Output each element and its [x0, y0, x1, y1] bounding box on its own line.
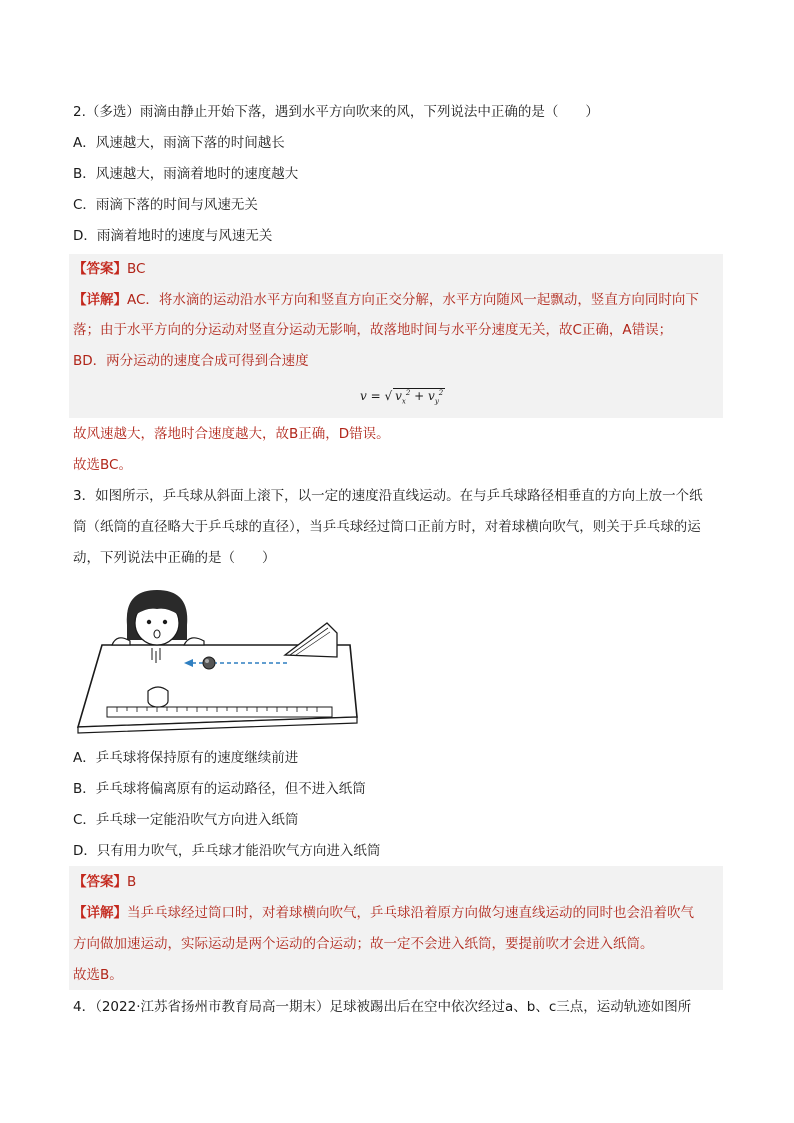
- q2-detail-line-2: 落；由于水平方向的分运动对竖直分运动无影响，故落地时间与水平分速度无关，故C正确，A错误；: [73, 322, 673, 338]
- formula-radicand: [393, 388, 445, 405]
- answer-value: BC: [127, 261, 146, 277]
- q3-option-d: D．只有用力吹气，乒乓球才能沿吹气方向进入纸筒: [73, 843, 381, 859]
- q3-stem-line-2: 筒（纸筒的直径略大于乒乓球的直径），当乒乓球经过筒口正前方时，对着球横向吹气，则关于乒乓球的运: [73, 519, 701, 535]
- detail-tag: 【详解】: [73, 292, 127, 308]
- q2-conclusion: 故选BC。: [73, 457, 132, 473]
- q3-option-c: C．乒乓球一定能沿吹气方向进入纸筒: [73, 812, 299, 828]
- q3-stem-line-1: 3．如图所示，乒乓球从斜面上滚下，以一定的速度沿直线运动。在与乒乓球路径相垂直的方向上放一个纸: [73, 488, 703, 504]
- q2-after-1: 故风速越大，落地时合速度越大，故B正确，D错误。: [73, 426, 390, 442]
- q3-detail-line-2: 方向做加速运动，实际运动是两个运动的合运动；故一定不会进入纸筒，要提前吹才会进入纸筒。: [73, 936, 654, 952]
- detail-tag: 【详解】: [73, 905, 127, 921]
- formula-lhs: v =: [360, 389, 381, 403]
- q3-option-a: A．乒乓球将保持原有的速度继续前进: [73, 750, 299, 766]
- answer-value: B: [127, 874, 137, 890]
- q3-solution-box: [69, 866, 723, 990]
- q2-detail-line-1: [73, 290, 699, 310]
- ping-pong-figure: [72, 585, 362, 735]
- formula-sup-2: 2: [438, 389, 444, 397]
- q2-option-c: C．雨滴下落的时间与风速无关: [73, 197, 258, 213]
- q3-detail-line-1: [73, 903, 694, 923]
- q2-answer: [73, 259, 145, 279]
- formula-sup-1: 2: [405, 389, 411, 397]
- q2-option-b: B．风速越大，雨滴着地时的速度越大: [73, 166, 299, 182]
- detail-text: AC．将水滴的运动沿水平方向和竖直方向正交分解，水平方向随风一起飘动，竖直方向同时向下: [127, 292, 699, 308]
- q3-stem-line-3: 动，下列说法中正确的是（ ）: [73, 550, 276, 566]
- formula-sub-x: x: [401, 397, 406, 406]
- q3-answer: [73, 872, 136, 892]
- detail-text: 当乒乓球经过筒口时，对着球横向吹气，乒乓球沿着原方向做匀速直线运动的同时也会沿着吹气: [127, 905, 694, 921]
- formula-vx: v: [395, 389, 402, 403]
- q2-option-a: A．风速越大，雨滴下落的时间越长: [73, 135, 285, 151]
- q3-conclusion: 故选B。: [73, 967, 123, 983]
- q3-option-b: B．乒乓球将偏离原有的运动路径，但不进入纸筒: [73, 781, 366, 797]
- answer-tag: 【答案】: [73, 261, 127, 277]
- q2-stem: 2.（多选）雨滴由静止开始下落，遇到水平方向吹来的风，下列说法中正确的是（ ）: [73, 104, 599, 120]
- formula-sub-y: y: [434, 397, 439, 406]
- answer-tag: 【答案】: [73, 874, 127, 890]
- formula-vy: + v: [410, 389, 435, 403]
- q2-option-d: D．雨滴着地时的速度与风速无关: [73, 228, 273, 244]
- velocity-formula: v = √ $v_x^2 + v_y^2$: [360, 389, 444, 406]
- q2-detail-line-3: BD．两分运动的速度合成可得到合速度: [73, 353, 309, 369]
- q4-stem: 4．（2022·江苏省扬州市教育局高一期末）足球被踢出后在空中依次经过a、b、c三点，运动轨迹如图所: [73, 999, 692, 1015]
